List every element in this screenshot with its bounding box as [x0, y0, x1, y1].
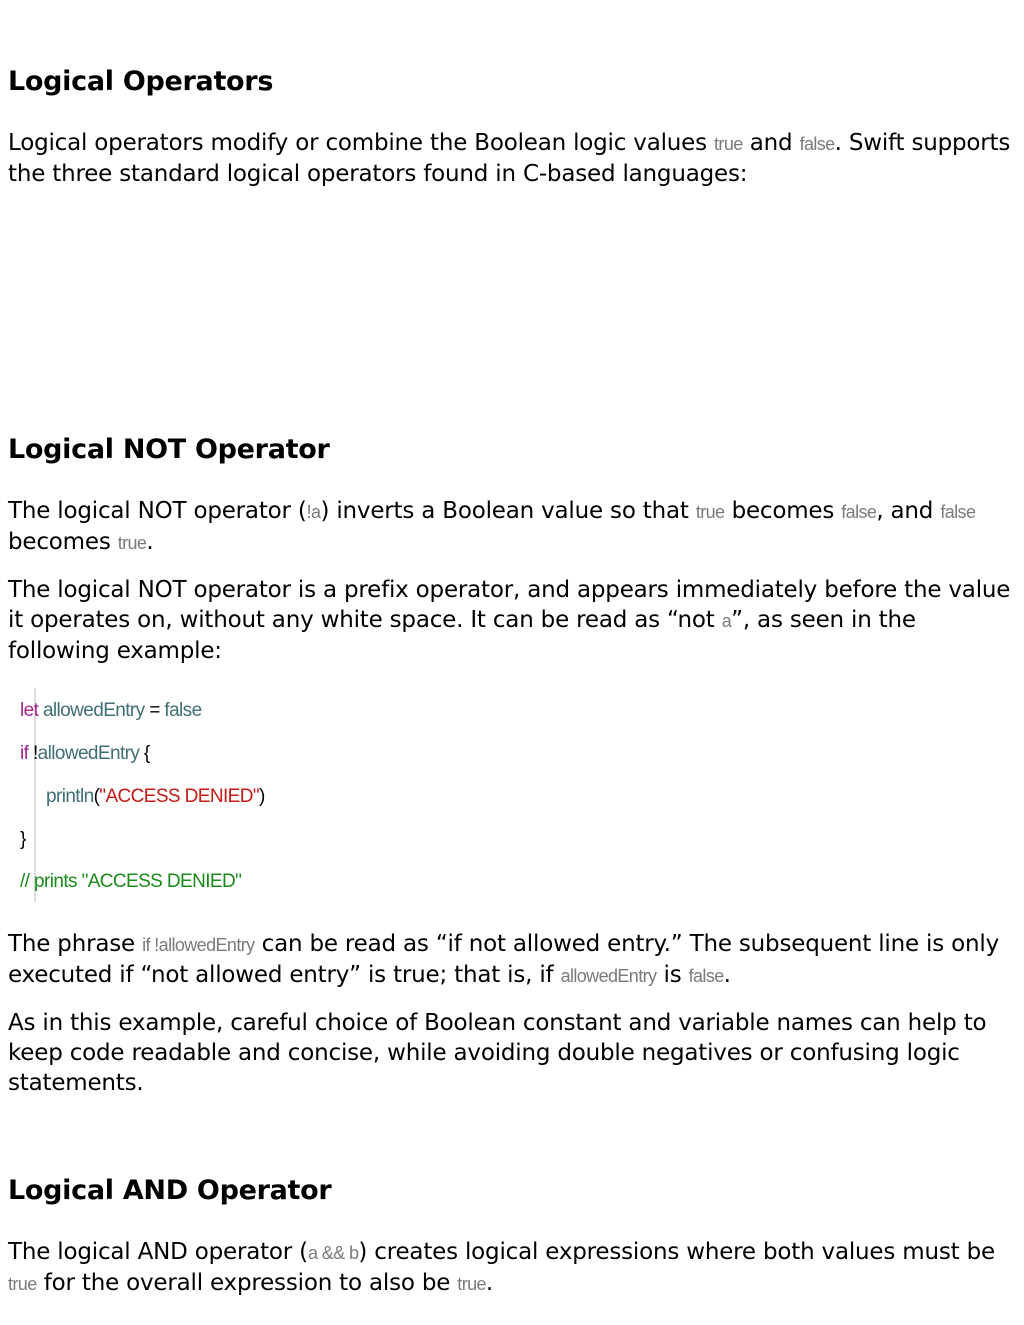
not-paragraph-3: The phrase if !allowedEntry can be read as “if not allowed entry.” The subsequent line is only executed if “not allowed entry” is true; that is, if allowedEntry is false. [8, 931, 999, 988]
inline-code: true [714, 134, 743, 154]
inline-code: false [799, 134, 835, 154]
heading-logical-not: Logical NOT Operator [8, 434, 330, 465]
code-line-2: if !allowedEntry { [20, 743, 150, 764]
inline-code: true [695, 502, 725, 522]
inline-code: true [8, 1274, 37, 1294]
heading-logical-and: Logical AND Operator [8, 1175, 332, 1206]
inline-code: a [721, 611, 732, 631]
code-comment: // prints "ACCESS DENIED" [20, 871, 242, 892]
and-paragraph-1: The logical AND operator (a && b) creates logical expressions where both values must be true for the overall expression to also be true. [8, 1239, 995, 1296]
code-line-3: println("ACCESS DENIED") [46, 786, 265, 807]
not-paragraph-2: The logical NOT operator is a prefix operator, and appears immediately before the value it operates on, without any white space. It can be read as “not a”, as seen in the following example: [8, 577, 1011, 664]
inline-code: false [940, 502, 976, 522]
not-paragraph-1: The logical NOT operator (!a) inverts a Boolean value so that true becomes false, and false becomes true. [8, 498, 976, 555]
intro-paragraph: Logical operators modify or combine the Boolean logic values true and false. Swift supports the three standard logical operators found in C-based languages: [8, 130, 1011, 187]
inline-code: false [688, 966, 724, 986]
code-block [20, 688, 636, 902]
code-line-4: } [20, 829, 26, 850]
inline-code: allowedEntry [560, 966, 657, 986]
inline-code: a && b [307, 1243, 359, 1263]
inline-code: true [457, 1274, 486, 1294]
not-paragraph-4: As in this example, careful choice of Boolean constant and variable names can help to keep code readable and concise, while avoiding double negatives or confusing logic statements. [8, 1010, 987, 1096]
code-line-1: let allowedEntry = false [20, 700, 202, 721]
inline-code: true [117, 533, 147, 553]
inline-code: false [841, 502, 877, 522]
inline-code: if !allowedEntry [142, 935, 255, 955]
heading-logical-operators: Logical Operators [8, 66, 274, 97]
inline-code: !a [306, 502, 321, 522]
